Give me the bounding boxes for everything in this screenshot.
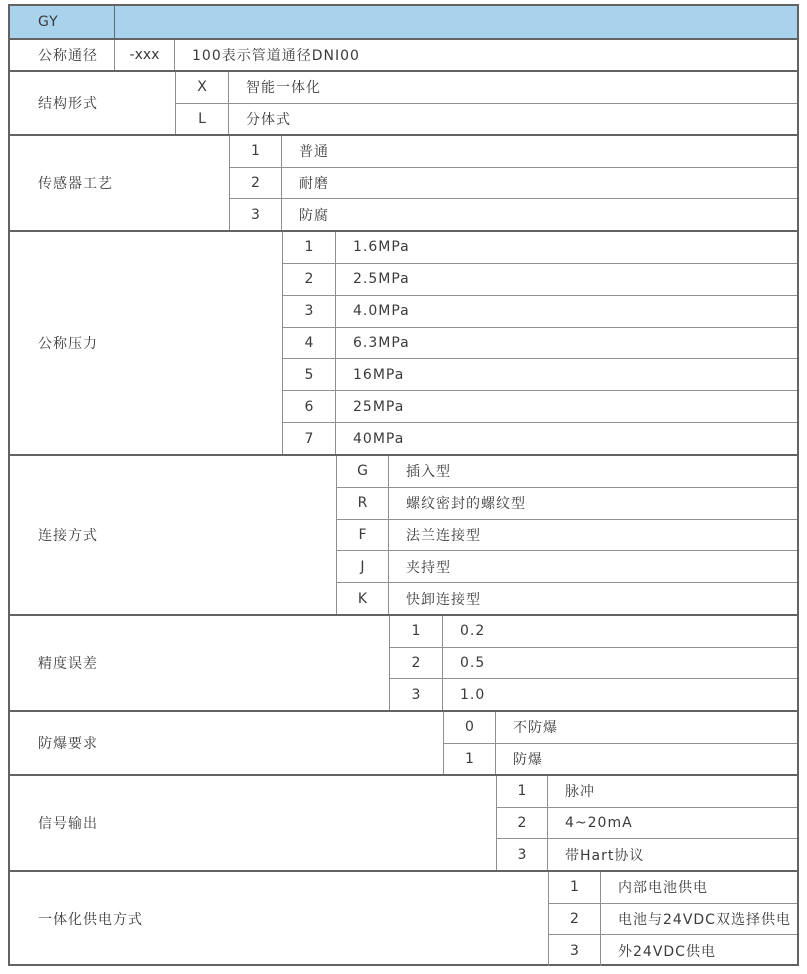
option-code: F bbox=[337, 520, 389, 551]
option-desc: 脉冲 bbox=[565, 784, 595, 801]
option-code: 1 bbox=[390, 616, 443, 647]
model-code-cell bbox=[10, 6, 115, 38]
option-desc: 4.0MPa bbox=[353, 303, 410, 320]
option-code: 2 bbox=[283, 264, 336, 295]
option-desc: 外24VDC供电 bbox=[618, 943, 716, 960]
section-label: 公称压力 bbox=[10, 232, 283, 454]
option-row bbox=[497, 776, 797, 807]
option-desc: 带Hart协议 bbox=[565, 847, 645, 864]
option-row bbox=[230, 167, 797, 199]
option-desc: 普通 bbox=[299, 144, 329, 161]
model-code: GY bbox=[38, 14, 59, 30]
option-row bbox=[337, 582, 797, 614]
option-desc: 防爆 bbox=[513, 751, 543, 768]
section-label: 一体化供电方式 bbox=[10, 872, 549, 966]
option-desc: 0.5 bbox=[460, 655, 486, 671]
section-label: 结构形式 bbox=[10, 72, 176, 134]
option-code: X bbox=[176, 72, 229, 103]
option-desc: 内部电池供电 bbox=[618, 880, 708, 897]
option-row bbox=[390, 678, 797, 710]
option-code: J bbox=[337, 551, 389, 582]
option-desc: 不防爆 bbox=[513, 720, 558, 737]
option-row bbox=[337, 456, 797, 487]
option-desc: 插入型 bbox=[406, 464, 451, 481]
option-code: 1 bbox=[230, 136, 282, 167]
section-sensor-process bbox=[10, 134, 797, 230]
option-code: 0 bbox=[444, 712, 496, 743]
option-code: 3 bbox=[497, 839, 548, 870]
section-label: 精度误差 bbox=[10, 616, 390, 710]
option-row bbox=[549, 903, 797, 935]
option-desc: 25MPa bbox=[353, 398, 405, 415]
model-code-table bbox=[8, 4, 799, 966]
option-row bbox=[497, 838, 797, 870]
option-row bbox=[283, 422, 797, 454]
option-code: 2 bbox=[549, 904, 601, 935]
option-desc: 夹持型 bbox=[406, 559, 451, 576]
option-code: R bbox=[337, 488, 389, 519]
option-desc: 快卸连接型 bbox=[406, 591, 481, 608]
option-code: 3 bbox=[549, 935, 601, 966]
section-nominal-diameter bbox=[10, 38, 797, 70]
option-row bbox=[390, 616, 797, 647]
option-code: 1 bbox=[444, 744, 496, 775]
option-code: 3 bbox=[283, 296, 336, 327]
option-code: 1 bbox=[497, 776, 548, 807]
option-desc: 防腐 bbox=[299, 207, 329, 224]
option-desc: 1.6MPa bbox=[353, 239, 410, 256]
option-row bbox=[283, 358, 797, 390]
option-row bbox=[283, 263, 797, 295]
option-desc: 智能一体化 bbox=[246, 80, 321, 97]
option-row bbox=[497, 807, 797, 839]
option-desc: 40MPa bbox=[353, 430, 405, 447]
option-row bbox=[283, 295, 797, 327]
option-row bbox=[230, 136, 797, 167]
option-row bbox=[176, 72, 797, 103]
option-code: 1 bbox=[549, 872, 601, 903]
option-desc: 1.0 bbox=[460, 686, 486, 703]
option-desc: 6.3MPa bbox=[353, 335, 410, 351]
option-code: K bbox=[337, 583, 389, 614]
option-row bbox=[230, 198, 797, 230]
option-desc: 2.5MPa bbox=[353, 271, 410, 288]
option-desc: 法兰连接型 bbox=[406, 527, 481, 544]
option-code: L bbox=[176, 104, 229, 135]
option-row bbox=[390, 647, 797, 679]
section-signal-output bbox=[10, 774, 797, 870]
option-desc: 耐磨 bbox=[299, 176, 329, 192]
section-power-supply bbox=[10, 870, 797, 966]
section-nominal-pressure bbox=[10, 230, 797, 454]
option-code: 1 bbox=[283, 232, 336, 263]
option-desc: 螺纹密封的螺纹型 bbox=[406, 496, 526, 513]
option-row bbox=[337, 487, 797, 519]
section-label: 传感器工艺 bbox=[10, 136, 230, 230]
option-code: 2 bbox=[230, 168, 282, 199]
option-row bbox=[444, 743, 797, 775]
option-desc: 16MPa bbox=[353, 366, 405, 383]
option-code: 3 bbox=[390, 679, 443, 710]
option-row bbox=[176, 103, 797, 135]
option-code: G bbox=[337, 456, 389, 487]
option-desc: 100表示管道通径DNI00 bbox=[192, 48, 360, 64]
option-row bbox=[549, 934, 797, 966]
header-blank-cell bbox=[115, 6, 797, 38]
option-desc: 0.2 bbox=[460, 623, 486, 640]
section-label: 连接方式 bbox=[10, 456, 337, 614]
option-code: 5 bbox=[283, 359, 336, 390]
option-code: 2 bbox=[497, 808, 548, 839]
option-row bbox=[337, 519, 797, 551]
option-row bbox=[283, 232, 797, 263]
option-row bbox=[444, 712, 797, 743]
option-row bbox=[337, 550, 797, 582]
option-row bbox=[283, 327, 797, 359]
option-row bbox=[115, 40, 797, 70]
option-desc: 4~20mA bbox=[565, 815, 633, 831]
option-code: 3 bbox=[230, 199, 282, 230]
section-label: 信号输出 bbox=[10, 776, 497, 870]
section-label: 防爆要求 bbox=[10, 712, 444, 774]
option-code: -xxx bbox=[115, 40, 175, 70]
section-label: 公称通径 bbox=[10, 40, 115, 70]
option-row bbox=[549, 872, 797, 903]
option-code: 6 bbox=[283, 391, 336, 422]
option-code: 7 bbox=[283, 423, 336, 454]
header-row bbox=[10, 6, 797, 38]
section-accuracy-error bbox=[10, 614, 797, 710]
section-connection-type bbox=[10, 454, 797, 614]
option-code: 4 bbox=[283, 328, 336, 359]
section-explosion-proof bbox=[10, 710, 797, 774]
option-desc: 电池与24VDC双选择供电 bbox=[618, 912, 791, 928]
section-structure-type bbox=[10, 70, 797, 134]
option-code: 2 bbox=[390, 648, 443, 679]
option-desc: 分体式 bbox=[246, 111, 291, 128]
option-row bbox=[283, 390, 797, 422]
